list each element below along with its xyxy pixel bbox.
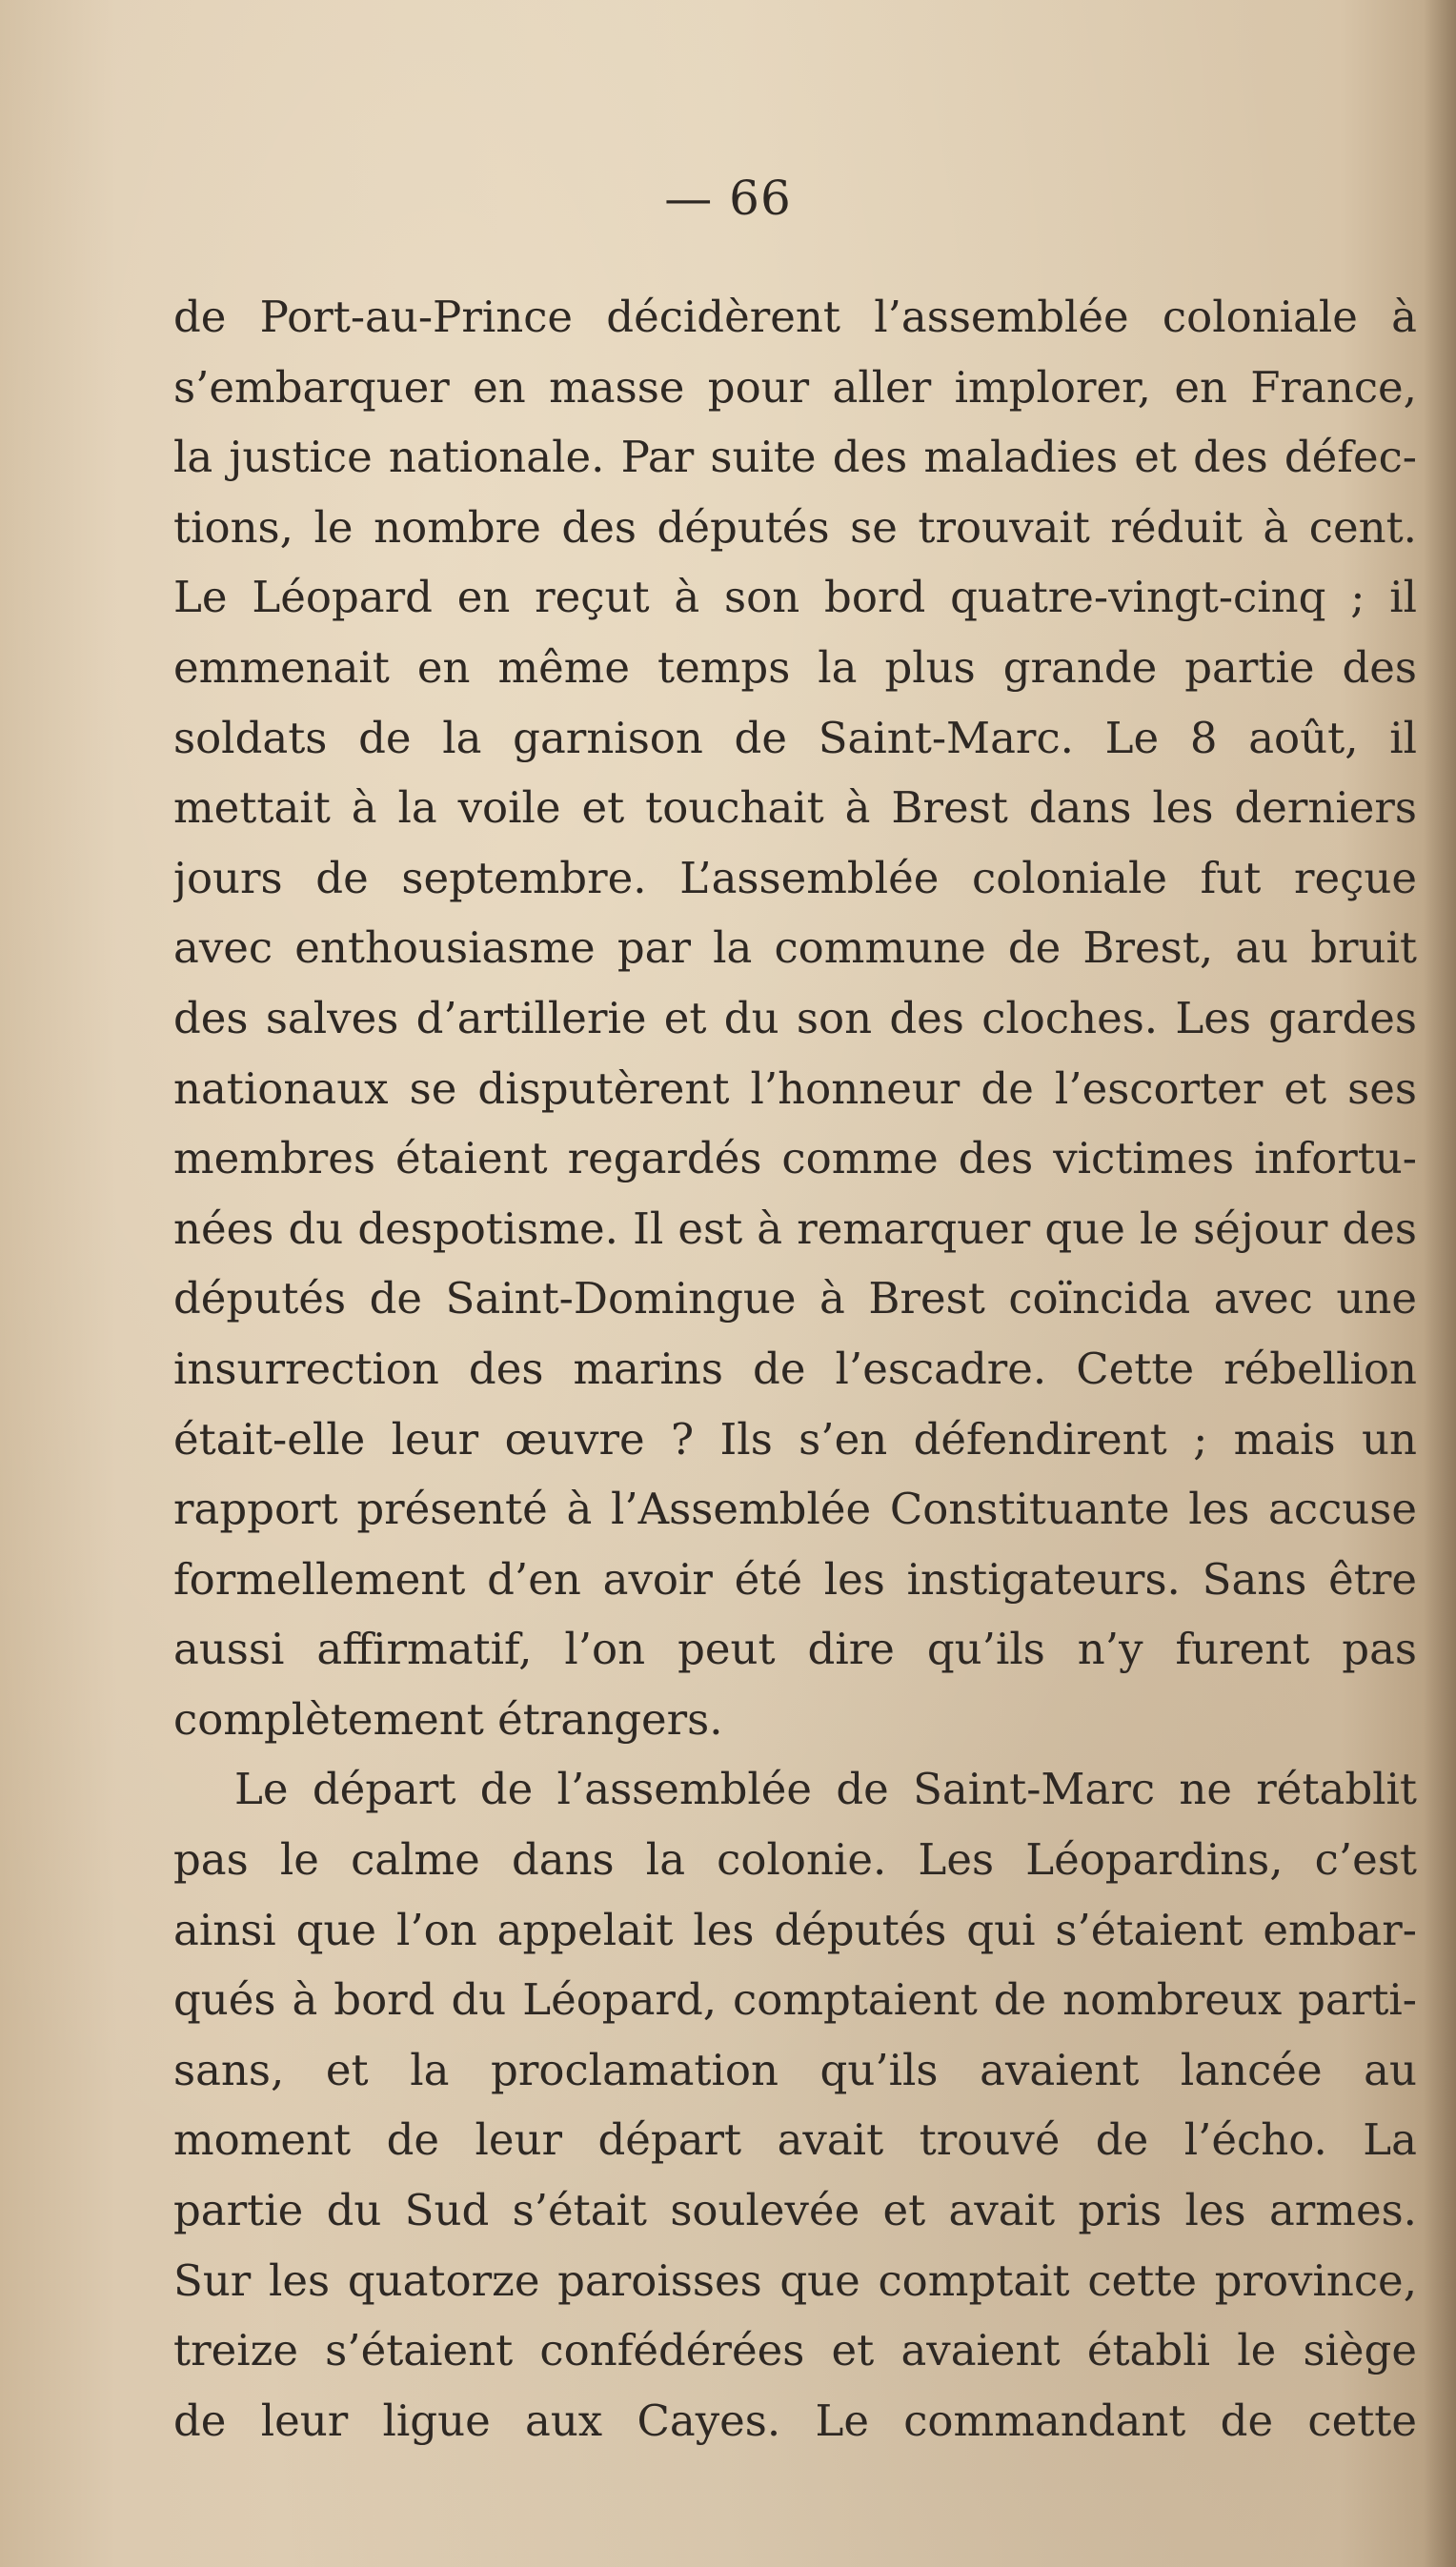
text-line: tions, le nombre des députés se trouvait réduit à cent. <box>173 501 1417 553</box>
text-line: Le départ de l’assemblée de Saint-Marc ne rétablit <box>234 1764 1417 1815</box>
text-line: Le Léopard en reçut à son bord quatre-vingt-cinq ; il <box>173 572 1417 623</box>
text-line: nationaux se disputèrent l’honneur de l’escorter et ses <box>173 1062 1417 1114</box>
text-line: membres étaient regardés comme des victimes infortu- <box>173 1133 1417 1184</box>
text-line: sans, et la proclamation qu’ils avaient lancée au <box>173 2044 1417 2095</box>
text-line: moment de leur départ avait trouvé de l’écho. La <box>173 2114 1417 2166</box>
text-line: emmenait en même temps la plus grande partie des <box>173 641 1417 693</box>
text-line: treize s’étaient confédérées et avaient établi le siège <box>173 2325 1417 2376</box>
text-line: rapport présenté à l’Assemblée Constituante les accuse <box>173 1484 1417 1535</box>
text-line: insurrection des marins de l’escadre. Cette rébellion <box>173 1343 1417 1394</box>
text-line: complètement étrangers. <box>173 1693 723 1745</box>
text-line: Sur les quatorze paroisses que comptait cette province, <box>173 2254 1417 2306</box>
page-number: — 66 <box>664 171 792 226</box>
text-line: aussi affirmatif, l’on peut dire qu’ils n’y furent pas <box>173 1624 1417 1675</box>
text-line: jours de septembre. L’assemblée coloniale fut reçue <box>173 852 1417 903</box>
text-line: la justice nationale. Par suite des maladies et des défec- <box>173 432 1417 483</box>
text-line: avec enthousiasme par la commune de Brest, au bruit <box>173 922 1417 974</box>
text-line: de Port-au-Prince décidèrent l’assemblée coloniale à <box>173 292 1417 342</box>
text-line: ainsi que l’on appelait les députés qui s’étaient embar- <box>173 1904 1417 1955</box>
text-line: nées du despotisme. Il est à remarquer que le séjour des <box>173 1203 1417 1254</box>
text-line: députés de Saint-Domingue à Brest coïncida avec une <box>173 1273 1417 1324</box>
text-line: pas le calme dans la colonie. Les Léopardins, c’est <box>173 1834 1417 1886</box>
text-line: qués à bord du Léopard, comptaient de nombreux parti- <box>173 1974 1417 2026</box>
page-edge-shadow <box>1424 0 1456 2567</box>
text-line: mettait à la voile et touchait à Brest dans les derniers <box>173 782 1417 834</box>
text-line: des salves d’artillerie et du son des cloches. Les gardes <box>173 992 1417 1043</box>
text-line: s’embarquer en masse pour aller implorer, en France, <box>173 361 1417 413</box>
text-line: soldats de la garnison de Saint-Marc. Le 8 août, il <box>173 712 1417 763</box>
text-line: partie du Sud s’était soulevée et avait pris les armes. <box>173 2185 1417 2236</box>
text-line: était-elle leur œuvre ? Ils s’en défendirent ; mais un <box>173 1413 1417 1465</box>
body-text <box>173 282 1417 2456</box>
text-line: de leur ligue aux Cayes. Le commandant de cette <box>173 2395 1417 2446</box>
text-line: formellement d’en avoir été les instigateurs. Sans être <box>173 1553 1417 1605</box>
